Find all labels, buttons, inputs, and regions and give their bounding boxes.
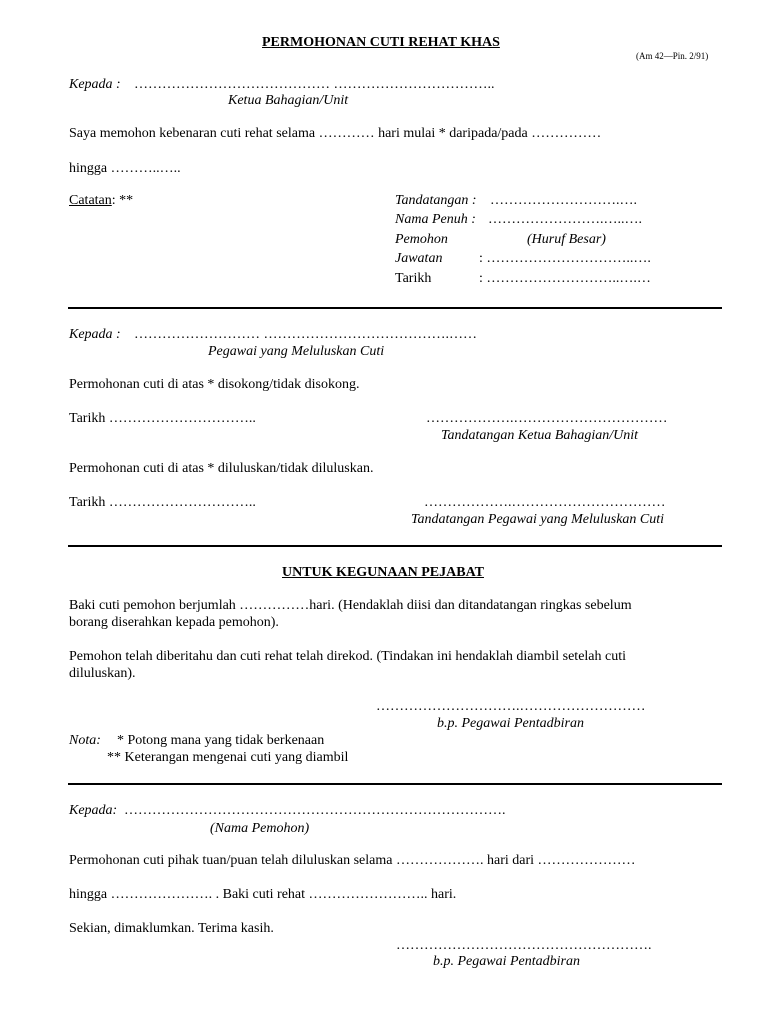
office-use-title: UNTUK KEGUNAAN PEJABAT [282,565,484,580]
tarikh-label: Tarikh [395,271,432,286]
tandatangan-label: Tandatangan : [395,193,477,208]
nota-item-2: ** Keterangan mengenai cuti yang diambil [107,750,349,765]
pemohon-label: Pemohon [395,232,448,247]
tarikh-field[interactable]: : ………………………..….… [479,271,651,286]
kepada-label: Kepada: [69,803,118,818]
recorded-line: Pemohon telah diberitahu dan cuti rehat telah direkod. (Tindakan ini hendaklah diambil setelah cuti [69,649,626,664]
kepada-label: Kepada : [69,327,121,342]
approver-signature-field[interactable]: ……………….…………………………… [424,495,666,510]
nama-penuh-label: Nama Penuh : [395,212,476,227]
nota-item-1: * Potong mana yang tidak berkenaan [117,733,325,748]
section-divider [68,307,722,309]
leave-balance-line[interactable]: Baki cuti pemohon berjumlah ……………hari. (Hendaklah diisi dan ditandatangan ringkas sebelum [69,598,632,613]
support-date-field[interactable]: Tarikh ………………………….. [69,411,256,426]
balance-line[interactable]: hingga …………………. . Baki cuti rehat …………………….. hari. [69,887,457,902]
applicant-name-field[interactable]: ………………………………………………………………………. [124,803,506,818]
nota-label: Nota: [69,733,101,748]
section-divider [68,545,722,547]
nama-penuh-field[interactable]: …………………….…..…. [488,212,642,227]
kepada-field[interactable]: ……………………… ………………………………….…… [134,327,477,342]
catatan-label: Catatan: ** [69,193,134,208]
kepada-label: Kepada : [69,77,121,92]
approval-date-field[interactable]: Tarikh ………………………….. [69,495,256,510]
head-signature-field[interactable]: ……………….…………………………… [426,411,668,426]
approval-statement: Permohonan cuti di atas * diluluskan/tidak diluluskan. [69,461,374,476]
leave-until-line[interactable]: hingga ………..….. [69,161,181,176]
section-divider [68,783,722,785]
admin-signature-field[interactable]: ………………………….……………………… [376,699,646,714]
support-statement: Permohonan cuti di atas * disokong/tidak disokong. [69,377,360,392]
applicant-name-caption: (Nama Pemohon) [210,821,310,836]
leave-request-line[interactable]: Saya memohon kebenaran cuti rehat selama ………… hari mulai * daripada/pada …………… [69,126,602,141]
kepada-caption: Pegawai yang Meluluskan Cuti [208,344,385,359]
form-reference: (Am 42—Pin. 2/91) [636,51,709,61]
huruf-besar-label: (Huruf Besar) [527,232,606,247]
admin-signature-caption: b.p. Pegawai Pentadbiran [433,954,580,969]
approved-duration-line[interactable]: Permohonan cuti pihak tuan/puan telah diluluskan selama ………………. hari dari ………………… [69,853,636,868]
jawatan-field[interactable]: : …………………………..…. [479,251,651,266]
jawatan-label: Jawatan [395,251,443,266]
leave-balance-line-2: borang diserahkan kepada pemohon). [69,615,279,630]
kepada-field[interactable]: …………………………………… …………………………….. [134,77,495,92]
kepada-caption: Ketua Bahagian/Unit [228,93,349,108]
admin-signature-field[interactable]: ………………………………………………. [396,938,652,953]
closing-text: Sekian, dimaklumkan. Terima kasih. [69,921,274,936]
head-signature-caption: Tandatangan Ketua Bahagian/Unit [441,428,639,443]
approver-signature-caption: Tandatangan Pegawai yang Meluluskan Cuti [411,512,665,527]
tandatangan-field[interactable]: ……………………….…. [490,193,637,208]
admin-signature-caption: b.p. Pegawai Pentadbiran [437,716,584,731]
recorded-line-2: diluluskan). [69,666,136,681]
form-title: PERMOHONAN CUTI REHAT KHAS [262,35,500,50]
